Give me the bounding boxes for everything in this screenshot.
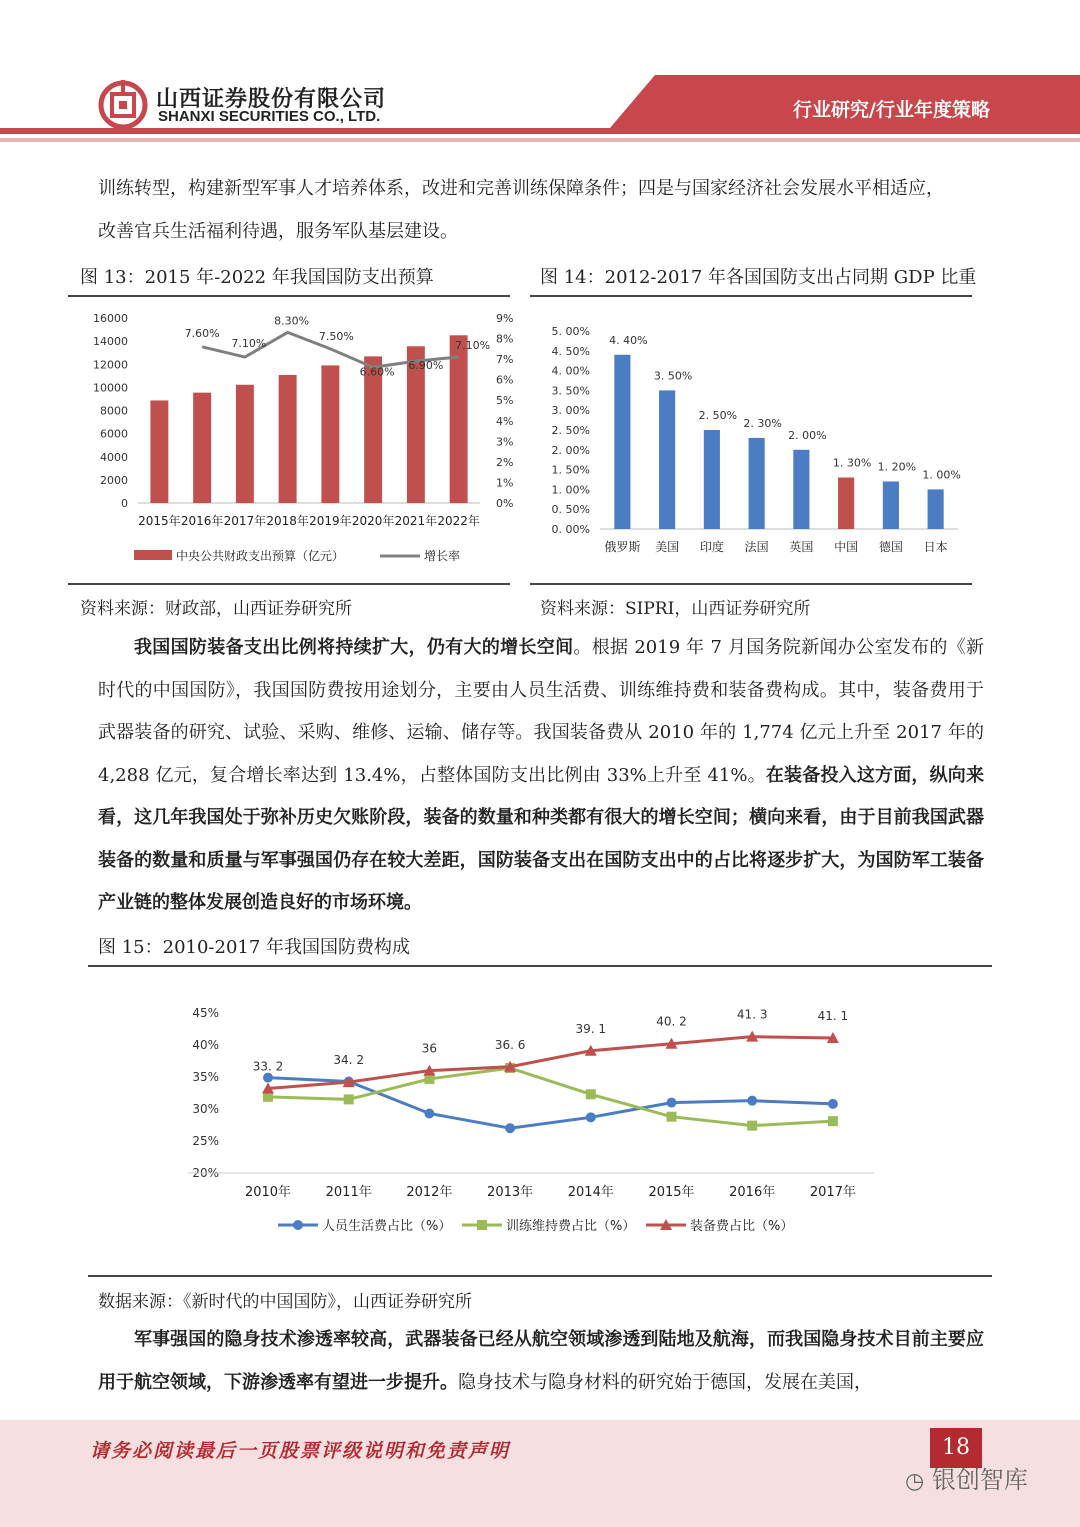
fig13-y-right-tick: 8% xyxy=(496,332,514,346)
fig14-y-tick: 4. 50% xyxy=(551,344,590,358)
fig14-x-tick: 日本 xyxy=(923,540,948,554)
fig14-bar xyxy=(838,478,854,529)
fig15-x-tick: 2014年 xyxy=(567,1185,614,1200)
fig13-chart xyxy=(68,300,518,580)
fig13-y-right-tick: 9% xyxy=(496,312,514,325)
fig13-bar xyxy=(321,365,339,503)
fig13-y-right-tick: 3% xyxy=(496,435,514,449)
header-divider xyxy=(0,128,1080,134)
fig15-data-label: 36. 6 xyxy=(494,1037,526,1052)
fig15-point xyxy=(263,1073,273,1083)
fig15-data-label: 34. 2 xyxy=(333,1053,364,1068)
paragraph-2-tail: 在装备投入这方面，纵向来看，这几年我国处于弥补历史欠账阶段，装备的数量和种类都有很大的增长空间；横向来看，由于目前我国武器装备的数量和质量与军事强国仍存在较大差距，国防装备支出在国防支出中的占比将逐步扩大，为国防军工装备产业链的整体发展创造良好的市场环境。 xyxy=(98,764,985,913)
fig15-x-tick: 2017年 xyxy=(809,1185,856,1200)
fig13-y-left-tick: 16000 xyxy=(93,312,128,325)
fig13-y-left-tick: 4000 xyxy=(100,450,128,464)
fig15-source: 数据来源：《新时代的中国国防》，山西证券研究所 xyxy=(98,1292,472,1312)
fig13-x-tick: 2016年 xyxy=(180,514,224,528)
paragraph-1 xyxy=(98,168,984,253)
fig15-data-label: 39. 1 xyxy=(575,1021,607,1036)
wechat-icon: ◷ xyxy=(905,1469,925,1494)
fig14-x-tick: 法国 xyxy=(744,540,769,554)
fig14-y-tick: 1. 00% xyxy=(551,483,590,497)
fig15-point xyxy=(586,1089,596,1099)
fig13-title: 图 13：2015 年-2022 年我国国防支出预算 xyxy=(80,267,434,288)
fig13-y-left-tick: 6000 xyxy=(100,427,128,441)
fig14-y-tick: 3. 00% xyxy=(551,404,590,418)
paragraph-1-line-2: 改善官兵生活福利待遇，服务军队基层建设。 xyxy=(98,220,458,242)
fig14-x-tick: 英国 xyxy=(789,540,814,554)
fig13-x-tick: 2021年 xyxy=(394,514,438,528)
fig13-y-right-tick: 6% xyxy=(496,373,514,387)
fig14-x-tick: 印度 xyxy=(699,540,724,554)
fig14-data-label: 2. 00% xyxy=(788,428,827,442)
report-category: 行业研究/行业年度策略 xyxy=(793,99,990,121)
fig14-x-tick: 德国 xyxy=(878,540,903,554)
fig14-title: 图 14：2012-2017 年各国国防支出占同期 GDP 比重 xyxy=(540,267,977,288)
fig15-data-label: 33. 2 xyxy=(252,1059,284,1074)
fig15-point xyxy=(667,1112,677,1122)
fig15-y-tick: 35% xyxy=(192,1070,219,1084)
fig14-bar xyxy=(614,355,630,529)
fig15-chart xyxy=(88,970,992,1270)
fig14-data-label: 3. 50% xyxy=(653,369,693,383)
fig15-point xyxy=(747,1096,757,1106)
fig15-x-tick: 2016年 xyxy=(729,1185,776,1200)
fig13-bar xyxy=(450,335,468,503)
fig15-x-tick: 2011年 xyxy=(325,1185,372,1200)
fig15-x-tick: 2010年 xyxy=(244,1185,292,1200)
fig15-x-tick: 2012年 xyxy=(406,1185,453,1200)
fig14-y-tick: 2. 50% xyxy=(551,424,590,437)
fig15-y-tick: 25% xyxy=(192,1134,219,1148)
fig13-bottom-rule xyxy=(68,583,510,585)
fig13-bar xyxy=(279,375,297,503)
fig14-y-tick: 4. 00% xyxy=(551,364,590,378)
fig15-legend-marker xyxy=(293,1220,303,1230)
paragraph-3-lead: 军事强国的隐身技术渗透率较高，武器装备已经从航空领域渗透到陆地及航海，而我国隐身技术目前主要应用于航空领域，下游渗透率有望进一步提升。 xyxy=(98,1329,984,1393)
fig15-data-label: 40. 2 xyxy=(656,1014,687,1029)
fig15-title: 图 15：2010-2017 年我国国防费构成 xyxy=(98,937,411,958)
fig13-bar xyxy=(364,356,382,503)
company-name-cn: 山西证券股份有限公司 xyxy=(156,87,387,112)
fig13-y-left-tick: 8000 xyxy=(100,404,128,418)
paragraph-3-body: 隐身技术与隐身材料的研究始于德国，发展在美国， xyxy=(458,1371,872,1393)
fig15-point xyxy=(747,1121,757,1131)
paragraph-2-lead: 我国国防装备支出比例将持续扩大，仍有大的增长空间 xyxy=(134,637,574,658)
fig15-point xyxy=(667,1098,677,1108)
fig13-legend-line-label: 增长率 xyxy=(424,549,461,563)
fig15-bottom-rule xyxy=(88,1275,992,1277)
header-divider-light xyxy=(0,138,1080,142)
fig13-x-tick: 2019年 xyxy=(309,514,352,528)
fig14-y-tick: 2. 00% xyxy=(551,443,590,457)
fig13-y-right-tick: 4% xyxy=(496,414,514,428)
fig15-data-label: 36 xyxy=(421,1041,438,1056)
fig14-bar xyxy=(749,438,765,529)
fig13-source: 资料来源：财政部，山西证券研究所 xyxy=(80,599,352,619)
fig13-x-tick: 2017年 xyxy=(223,514,267,528)
fig14-top-rule xyxy=(530,295,972,297)
fig15-y-tick: 40% xyxy=(192,1038,219,1052)
fig14-source: 资料来源：SIPRI，山西证券研究所 xyxy=(540,599,811,619)
fig13-legend-bar-swatch xyxy=(134,550,172,560)
fig15-legend-label: 装备费占比（%） xyxy=(690,1219,794,1234)
fig13-y-right-tick: 5% xyxy=(496,394,514,408)
fig14-y-tick: 5. 00% xyxy=(551,325,590,338)
fig13-growth-label: 8.30% xyxy=(274,314,310,328)
fig13-x-tick: 2015年 xyxy=(138,514,181,528)
fig14-data-label: 2. 50% xyxy=(698,409,738,422)
fig14-bar xyxy=(928,489,944,529)
fig14-x-tick: 俄罗斯 xyxy=(604,540,641,554)
fig13-y-left-tick: 10000 xyxy=(93,381,128,395)
fig13-bar xyxy=(193,393,211,503)
fig13-y-left-tick: 0 xyxy=(121,497,128,510)
fig13-y-left-tick: 14000 xyxy=(93,335,128,349)
company-logo-icon xyxy=(98,80,148,130)
fig15-y-tick: 45% xyxy=(192,1006,219,1020)
fig13-x-tick: 2018年 xyxy=(266,514,309,528)
fig14-x-tick: 美国 xyxy=(655,540,680,554)
fig13-x-tick: 2020年 xyxy=(351,514,395,528)
fig13-legend-bar-label: 中央公共财政支出预算（亿元） xyxy=(176,549,345,563)
fig13-y-left-tick: 12000 xyxy=(93,358,128,372)
fig15-data-label: 41. 1 xyxy=(817,1008,849,1023)
fig14-x-tick: 中国 xyxy=(834,540,859,554)
fig15-y-tick: 20% xyxy=(192,1166,219,1180)
fig14-bar xyxy=(793,450,809,529)
fig14-data-label: 4. 40% xyxy=(609,333,648,347)
fig15-point xyxy=(424,1108,434,1118)
fig14-chart xyxy=(530,300,980,580)
fig13-y-right-tick: 2% xyxy=(496,455,514,469)
fig13-y-right-tick: 1% xyxy=(496,476,514,490)
fig13-growth-label: 7.10% xyxy=(231,337,267,351)
fig13-growth-label: 6.60% xyxy=(359,365,395,379)
paragraph-2 xyxy=(98,627,984,925)
fig13-y-right-tick: 7% xyxy=(496,353,514,367)
page-number: 18 xyxy=(930,1428,982,1468)
paragraph-1-line-1: 训练转型，构建新型军事人才培养体系，改进和完善训练保障条件；四是与国家经济社会发展水平相适应， xyxy=(98,178,944,199)
fig13-growth-label: 6.90% xyxy=(408,359,444,373)
fig14-y-tick: 0. 50% xyxy=(551,503,590,517)
fig13-bar xyxy=(236,385,254,503)
fig15-top-rule xyxy=(88,965,992,967)
fig14-y-tick: 3. 50% xyxy=(551,384,590,398)
fig15-legend-label: 训练维持费占比（%） xyxy=(506,1219,636,1234)
fig15-point xyxy=(586,1112,596,1122)
fig15-point xyxy=(344,1094,354,1104)
fig13-bar xyxy=(150,400,168,503)
fig15-data-label: 41. 3 xyxy=(736,1007,768,1022)
fig14-y-tick: 0. 00% xyxy=(551,523,590,536)
header xyxy=(0,0,1080,145)
fig14-bar xyxy=(883,481,899,529)
fig15-y-tick: 30% xyxy=(192,1102,219,1116)
fig14-data-label: 1. 30% xyxy=(832,456,872,470)
company-name-en: SHANXI SECURITIES CO., LTD. xyxy=(158,108,381,125)
watermark xyxy=(905,1460,1028,1495)
fig15-x-tick: 2015年 xyxy=(648,1185,695,1200)
fig15-point xyxy=(828,1099,838,1109)
fig15-legend-label: 人员生活费占比（%） xyxy=(322,1219,452,1234)
paragraph-2-body: 。根据 2019 年 7 月国务院新闻办公室发布的《新时代的中国国防》，我国国防费按用途划分，主要由人员生活费、训练维持费和装备费构成。其中，装备费用于武器装备的研究、试验、采购、维修、运输、储存等。我国装备费从 2010 年的 1,774 亿元上升至 2017 年的 4,288 亿元，复合增长率达到 13.4%，占整体国防支出比例由 33%上升至 41%。 xyxy=(98,637,984,786)
fig13-x-tick: 2022年 xyxy=(437,514,480,528)
fig13-y-right-tick: 0% xyxy=(496,497,514,510)
fig14-bottom-rule xyxy=(530,583,972,585)
fig13-growth-label: 7.10% xyxy=(455,339,491,353)
fig15-x-tick: 2013年 xyxy=(487,1185,534,1200)
paragraph-3 xyxy=(98,1319,984,1404)
fig14-bar xyxy=(659,390,675,529)
fig14-y-tick: 1. 50% xyxy=(551,463,590,477)
fig15-point xyxy=(828,1116,838,1126)
fig13-y-left-tick: 2000 xyxy=(100,473,128,487)
fig13-growth-label: 7.60% xyxy=(184,326,220,340)
fig14-data-label: 2. 30% xyxy=(743,416,782,430)
fig15-point xyxy=(505,1123,515,1133)
fig14-bar xyxy=(704,430,720,529)
fig13-growth-label: 7.50% xyxy=(318,329,354,343)
fig14-data-label: 1. 20% xyxy=(877,460,917,474)
footer-disclaimer: 请务必阅读最后一页股票评级说明和免责声明 xyxy=(90,1440,511,1462)
fig15-legend-marker xyxy=(477,1220,487,1230)
fig13-top-rule xyxy=(68,295,510,297)
watermark-text: 银创智库 xyxy=(931,1466,1028,1494)
fig14-data-label: 1. 00% xyxy=(922,468,961,482)
